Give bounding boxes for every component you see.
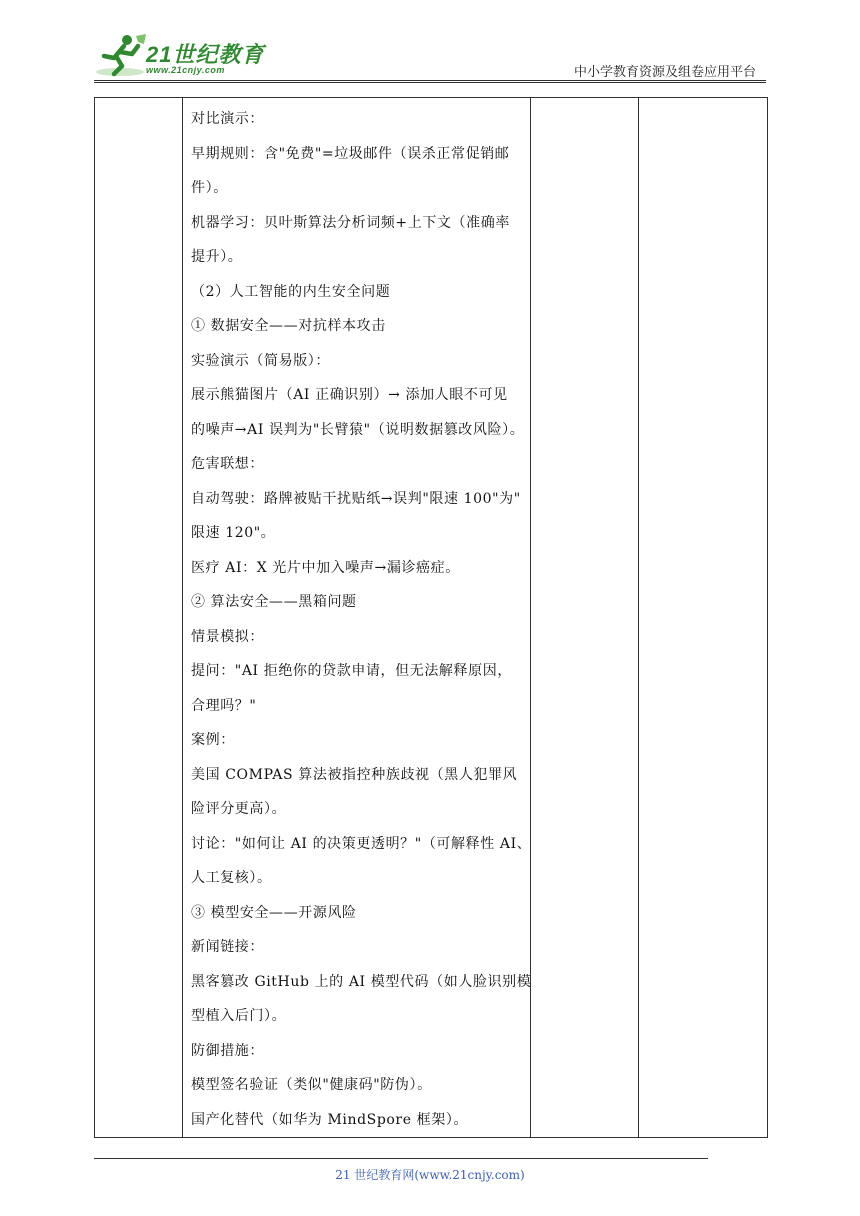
- content-line: ② 算法安全——黑箱问题: [191, 594, 357, 610]
- table-row: [95, 98, 768, 1138]
- header-platform-text: 中小学教育资源及组卷应用平台: [573, 65, 756, 80]
- header-divider-secondary: [94, 82, 766, 83]
- content-line: 合理吗？": [191, 697, 257, 714]
- content-line: 的噪声→AI 误判为"长臂猿"（说明数据篡改风险）。: [191, 421, 525, 438]
- table-cell-empty-3: [531, 98, 639, 1138]
- content-line: 自动驾驶：路牌被贴干扰贴纸→误判"限速 100"为": [191, 490, 521, 507]
- content-line: 危害联想：: [191, 456, 264, 472]
- content-line: 实验演示（简易版）：: [191, 352, 330, 369]
- table-cell-empty-1: [95, 98, 183, 1138]
- content-line: 模型签名验证（类似"健康码"防伪）。: [191, 1077, 432, 1093]
- logo-url-text: www.21cnjy.com: [146, 65, 225, 75]
- content-line: 对比演示：: [191, 111, 264, 127]
- content-line: 提问："AI 拒绝你的贷款申请，但无法解释原因，: [191, 663, 512, 679]
- content-line: 早期规则：含"免费"=垃圾邮件（误杀正常促销邮: [191, 145, 510, 162]
- content-line: 件）。: [191, 180, 228, 196]
- content-line: ③ 模型安全——开源风险: [191, 904, 357, 921]
- content-line: 案例：: [191, 732, 235, 748]
- footer-link[interactable]: 21 世纪教育网(www.21cnjy.com): [335, 1168, 525, 1182]
- site-logo: [94, 32, 274, 78]
- table-cell-content: [183, 98, 531, 1138]
- content-line: 型植入后门）。: [191, 1008, 287, 1024]
- content-line: 黑客篡改 GitHub 上的 AI 模型代码（如人脸识别模: [191, 973, 532, 990]
- content-line: 人工复核）。: [191, 870, 272, 886]
- content-line: 防御措施：: [191, 1042, 264, 1059]
- content-line: 限速 120"。: [191, 525, 276, 541]
- table-cell-empty-4: [639, 98, 768, 1138]
- lesson-table: [94, 97, 768, 1138]
- content-lines: [183, 98, 530, 1137]
- content-line: 展示熊猫图片（AI 正确识别）→ 添加人眼不可见: [191, 387, 508, 403]
- runner-logo-icon: [94, 32, 150, 78]
- content-line: 讨论："如何让 AI 的决策更透明？"（可解释性 AI、: [191, 835, 532, 852]
- content-line: 情景模拟：: [191, 628, 264, 645]
- content-line: 提升）。: [191, 249, 243, 265]
- content-line: 国产化替代（如华为 MindSpore 框架）。: [191, 1111, 469, 1128]
- content-line: 险评分更高）。: [191, 801, 287, 817]
- content-line: 医疗 AI：X 光片中加入噪声→漏诊癌症。: [191, 559, 460, 576]
- content-line: 新闻链接：: [191, 939, 264, 955]
- footer-divider: [94, 1158, 708, 1159]
- content-line: 机器学习：贝叶斯算法分析词频+上下文（准确率: [191, 214, 510, 231]
- content-line: （2）人工智能的内生安全问题: [191, 283, 391, 300]
- content-line: 美国 COMPAS 算法被指控种族歧视（黑人犯罪风: [191, 766, 518, 783]
- header-divider: [94, 80, 766, 81]
- content-line: ① 数据安全——对抗样本攻击: [191, 318, 386, 334]
- logo-text: 21世纪教育: [146, 42, 265, 67]
